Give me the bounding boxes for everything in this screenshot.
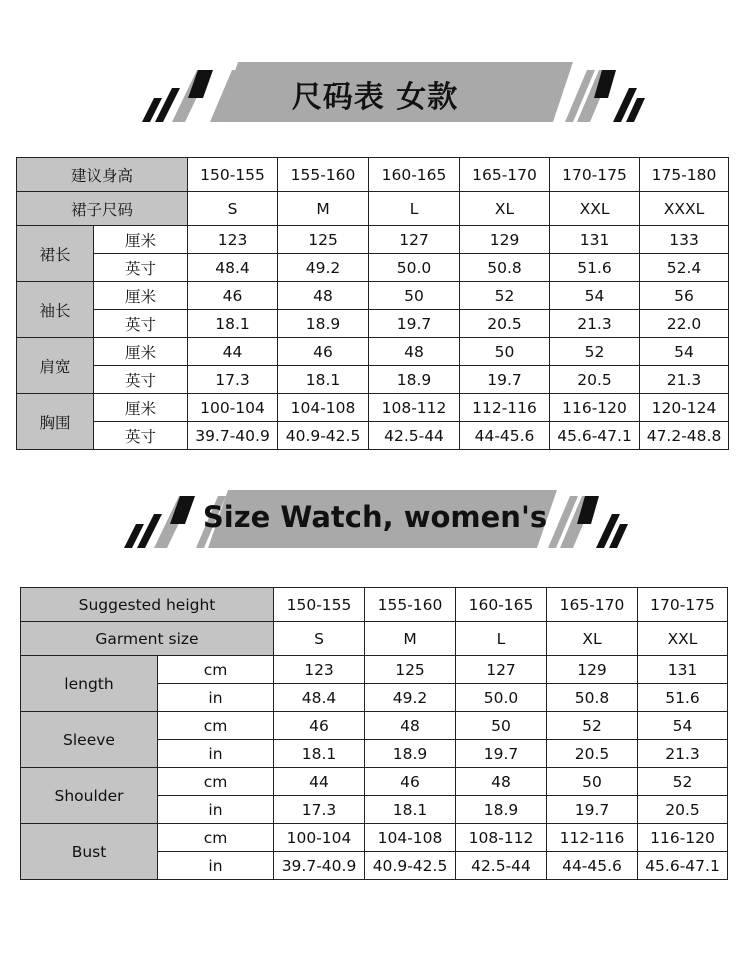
value-cell: 48.4: [274, 684, 365, 712]
value-cell: 50.8: [460, 254, 550, 282]
header-cell: 165-170: [547, 588, 638, 622]
header-cell: M: [365, 622, 456, 656]
value-cell: 52: [460, 282, 550, 310]
table-row: [17, 366, 729, 394]
header-cell: L: [369, 192, 460, 226]
unit-label: 厘米: [94, 338, 188, 366]
header-cell: XXXL: [640, 192, 729, 226]
value-cell: 50: [460, 338, 550, 366]
value-cell: 51.6: [550, 254, 640, 282]
table-row: [21, 712, 728, 740]
value-cell: 48: [365, 712, 456, 740]
value-cell: 52: [638, 768, 728, 796]
value-cell: 52: [547, 712, 638, 740]
header-cell: XXL: [638, 622, 728, 656]
header-label: 裙子尺码: [17, 192, 188, 226]
table-row: [21, 824, 728, 852]
value-cell: 131: [550, 226, 640, 254]
value-cell: 18.1: [274, 740, 365, 768]
header-cell: 155-160: [365, 588, 456, 622]
size-table-cn: [16, 157, 729, 450]
value-cell: 47.2-48.8: [640, 422, 729, 450]
value-cell: 17.3: [188, 366, 278, 394]
value-cell: 44: [188, 338, 278, 366]
header-cell: XL: [547, 622, 638, 656]
table-row: [17, 282, 729, 310]
value-cell: 100-104: [274, 824, 365, 852]
value-cell: 22.0: [640, 310, 729, 338]
measurement-label: Shoulder: [21, 768, 158, 824]
header-cell: S: [274, 622, 365, 656]
header-row: [21, 622, 728, 656]
header-cell: 160-165: [369, 158, 460, 192]
value-cell: 44-45.6: [460, 422, 550, 450]
value-cell: 18.9: [456, 796, 547, 824]
value-cell: 48.4: [188, 254, 278, 282]
value-cell: 40.9-42.5: [365, 852, 456, 880]
unit-label: in: [158, 796, 274, 824]
value-cell: 42.5-44: [456, 852, 547, 880]
value-cell: 125: [278, 226, 369, 254]
measurement-label: 袖长: [17, 282, 94, 338]
value-cell: 129: [547, 656, 638, 684]
value-cell: 44-45.6: [547, 852, 638, 880]
measurement-label: Bust: [21, 824, 158, 880]
header-cell: 150-155: [274, 588, 365, 622]
value-cell: 50.8: [547, 684, 638, 712]
value-cell: 50: [456, 712, 547, 740]
header-label: Suggested height: [21, 588, 274, 622]
value-cell: 40.9-42.5: [278, 422, 369, 450]
table-row: [17, 394, 729, 422]
value-cell: 100-104: [188, 394, 278, 422]
table-row: [17, 338, 729, 366]
value-cell: 20.5: [638, 796, 728, 824]
value-cell: 108-112: [369, 394, 460, 422]
value-cell: 54: [638, 712, 728, 740]
value-cell: 44: [274, 768, 365, 796]
unit-label: 英寸: [94, 310, 188, 338]
value-cell: 131: [638, 656, 728, 684]
unit-label: 厘米: [94, 394, 188, 422]
value-cell: 19.7: [369, 310, 460, 338]
unit-label: in: [158, 740, 274, 768]
value-cell: 21.3: [638, 740, 728, 768]
value-cell: 45.6-47.1: [638, 852, 728, 880]
value-cell: 18.1: [278, 366, 369, 394]
table-row: [17, 226, 729, 254]
value-cell: 19.7: [547, 796, 638, 824]
header-cell: 165-170: [460, 158, 550, 192]
unit-label: 英寸: [94, 366, 188, 394]
value-cell: 120-124: [640, 394, 729, 422]
header-label: Garment size: [21, 622, 274, 656]
header-cell: S: [188, 192, 278, 226]
unit-label: cm: [158, 656, 274, 684]
value-cell: 18.1: [188, 310, 278, 338]
measurement-label: 肩宽: [17, 338, 94, 394]
value-cell: 50.0: [456, 684, 547, 712]
value-cell: 48: [369, 338, 460, 366]
header-cell: L: [456, 622, 547, 656]
value-cell: 46: [274, 712, 365, 740]
value-cell: 49.2: [278, 254, 369, 282]
value-cell: 18.9: [365, 740, 456, 768]
header-cell: 170-175: [638, 588, 728, 622]
value-cell: 56: [640, 282, 729, 310]
section-title-en: Size Watch, women's: [202, 500, 548, 534]
section-title-cn: 尺码表 女款: [291, 80, 459, 115]
table-row: [17, 422, 729, 450]
header-cell: 175-180: [640, 158, 729, 192]
header-cell: 150-155: [188, 158, 278, 192]
unit-label: 英寸: [94, 422, 188, 450]
value-cell: 52.4: [640, 254, 729, 282]
measurement-label: length: [21, 656, 158, 712]
value-cell: 39.7-40.9: [188, 422, 278, 450]
header-row: [17, 192, 729, 226]
value-cell: 46: [188, 282, 278, 310]
value-cell: 46: [278, 338, 369, 366]
value-cell: 21.3: [550, 310, 640, 338]
value-cell: 50: [547, 768, 638, 796]
value-cell: 133: [640, 226, 729, 254]
header-label: 建议身高: [17, 158, 188, 192]
title-banner-en: [0, 486, 750, 558]
measurement-label: Sleeve: [21, 712, 158, 768]
value-cell: 129: [460, 226, 550, 254]
value-cell: 18.1: [365, 796, 456, 824]
value-cell: 18.9: [278, 310, 369, 338]
value-cell: 20.5: [550, 366, 640, 394]
value-cell: 51.6: [638, 684, 728, 712]
value-cell: 127: [456, 656, 547, 684]
value-cell: 19.7: [460, 366, 550, 394]
table-row: [21, 768, 728, 796]
value-cell: 116-120: [638, 824, 728, 852]
table-row: [17, 310, 729, 338]
unit-label: in: [158, 852, 274, 880]
title-banner-cn: [0, 58, 750, 130]
header-cell: XL: [460, 192, 550, 226]
value-cell: 54: [640, 338, 729, 366]
measurement-label: 裙长: [17, 226, 94, 282]
value-cell: 52: [550, 338, 640, 366]
value-cell: 123: [274, 656, 365, 684]
value-cell: 18.9: [369, 366, 460, 394]
header-cell: M: [278, 192, 369, 226]
value-cell: 54: [550, 282, 640, 310]
value-cell: 112-116: [547, 824, 638, 852]
header-row: [17, 158, 729, 192]
value-cell: 49.2: [365, 684, 456, 712]
unit-label: in: [158, 684, 274, 712]
value-cell: 108-112: [456, 824, 547, 852]
value-cell: 125: [365, 656, 456, 684]
value-cell: 48: [456, 768, 547, 796]
value-cell: 17.3: [274, 796, 365, 824]
value-cell: 20.5: [547, 740, 638, 768]
value-cell: 127: [369, 226, 460, 254]
header-cell: XXL: [550, 192, 640, 226]
value-cell: 42.5-44: [369, 422, 460, 450]
value-cell: 21.3: [640, 366, 729, 394]
unit-label: cm: [158, 712, 274, 740]
header-cell: 170-175: [550, 158, 640, 192]
header-cell: 160-165: [456, 588, 547, 622]
measurement-label: 胸围: [17, 394, 94, 450]
value-cell: 123: [188, 226, 278, 254]
value-cell: 104-108: [365, 824, 456, 852]
value-cell: 20.5: [460, 310, 550, 338]
size-table-en: [20, 587, 728, 880]
value-cell: 50.0: [369, 254, 460, 282]
unit-label: cm: [158, 768, 274, 796]
table-row: [17, 254, 729, 282]
value-cell: 48: [278, 282, 369, 310]
value-cell: 45.6-47.1: [550, 422, 640, 450]
unit-label: cm: [158, 824, 274, 852]
unit-label: 英寸: [94, 254, 188, 282]
header-cell: 155-160: [278, 158, 369, 192]
value-cell: 19.7: [456, 740, 547, 768]
value-cell: 112-116: [460, 394, 550, 422]
table-row: [21, 656, 728, 684]
unit-label: 厘米: [94, 226, 188, 254]
unit-label: 厘米: [94, 282, 188, 310]
value-cell: 104-108: [278, 394, 369, 422]
value-cell: 116-120: [550, 394, 640, 422]
value-cell: 50: [369, 282, 460, 310]
header-row: [21, 588, 728, 622]
value-cell: 46: [365, 768, 456, 796]
value-cell: 39.7-40.9: [274, 852, 365, 880]
